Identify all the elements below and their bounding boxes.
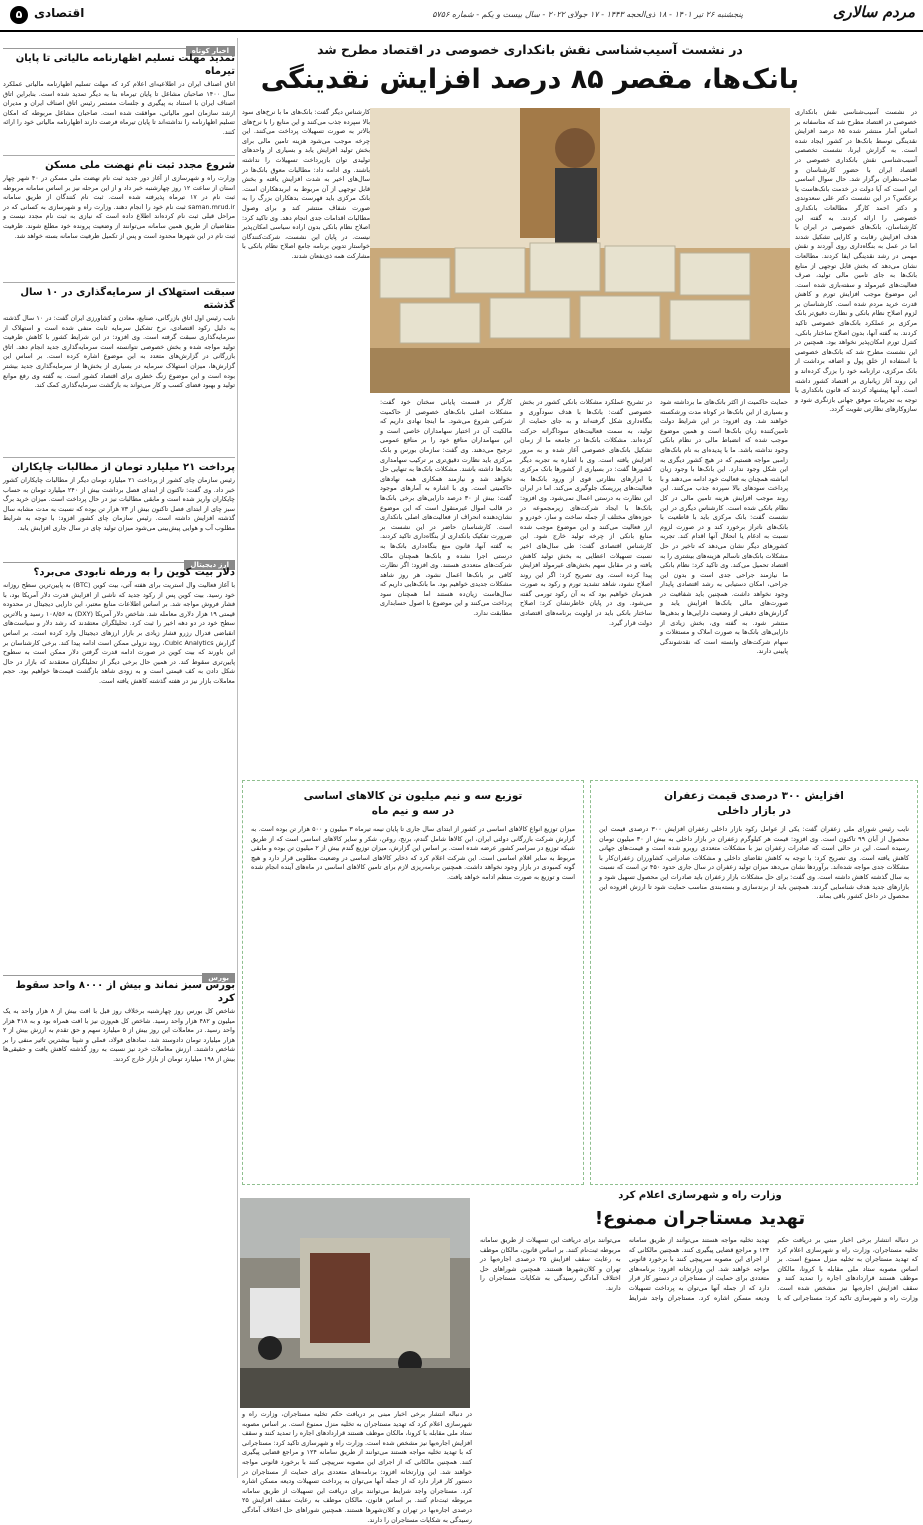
- tag-bourse: بورس: [202, 973, 235, 983]
- tag-short-news: اخبار کوتاه: [186, 46, 235, 56]
- news-title: پرداخت ۲۱ میلیارد تومان از مطالبات چایکاران: [11, 462, 235, 473]
- news-title: سبقت استهلاک از سرمایه‌گذاری در ۱۰ سال گذشته: [20, 287, 235, 311]
- main-column-4: کارگر در قسمت پایانی سخنان خود گفت: مشکلات اصلی بانک‌های خصوصی از حاکمیت شرکتی شروع می‌شود. ما اینجا نهادی داریم که مالکیت آن در اختیار سهامداران خاصی است و این سهامداران منافع خود را بر منافع عمومی ترجیح می‌دهند. وی گفت: سازمان بورس و بانک مرکزی باید نظارت دقیق‌تری بر ترکیب سهامداری بانک‌ها داشته باشند. مشکلات بانک‌ها به تنهایی حل نخواهد شد و نیازمند همکاری همه نهادهای حاکمیتی است. وی با اشاره به آمارهای موجود گفت: بیش از ۳۰ درصد دارایی‌های برخی بانک‌ها در قالب اموال غیرمنقول است که این موضوع نشان‌دهنده انحراف از فعالیت‌های اصلی بانکداری است. کارشناسان حاضر در این نشست بر ضرورت تفکیک بانکداری از بنگاه‌داری تاکید کردند. به گفته آنها، قانون منع بنگاه‌داری بانک‌ها به درستی اجرا نشده و بانک‌ها همچنان مالک شرکت‌های متعددی هستند. وی افزود: اگر نظارت کافی بر بانک‌ها اعمال نشود، هر روز شاهد مشکلات جدیدی خواهیم بود. ما بانک‌هایی داریم که سال‌هاست زیان‌ده هستند اما همچنان سود پرداخت می‌کنند و این موضوع با اصول حسابداری مطابقت ندارد.: [380, 398, 512, 618]
- main-column-1: در نشست آسیب‌شناسی نقش بانکداری خصوصی در اقتصاد مطرح شد که متاسفانه بر اساس آمار منتشر شده ۸۵ درصد افزایش نقدینگی توسط بانک‌ها در کشور ایجاد شده است. به گزارش ایرنا، نشست تخصصی آسیب‌شناسی نقش بانکداری خصوصی در اقتصاد ایران با حضور کارشناسان و صاحب‌نظران برگزار شد. حال سوال اساسی این است که آیا دولت در خدمت بانک‌هاست یا برعکس؟ در این نشست دکتر علی سعدوندی و دکتر احمد کارگر مطالعات بانکداری خصوصی را ارائه کردند. به گفته این کارشناسان، بانک‌های خصوصی در ایران با هدف افزایش رقابت و کارایی تشکیل شدند اما در عمل به بنگاه‌داری روی آوردند و نقش مهمی در رشد نقدینگی ایفا کردند. مطالعات نشان می‌دهد که بخش قابل توجهی از منابع بانک‌ها به جای تامین مالی تولید، صرف فعالیت‌های غیرمولد و سفته‌بازی شده است. این موضوع موجب افزایش تورم و کاهش قدرت خرید مردم شده است. کارشناسان بر لزوم اصلاح نظام بانکی و نظارت دقیق‌تر بانک مرکزی بر عملکرد بانک‌های خصوصی تاکید کردند. به گفته آنها، بدون اصلاح ساختار بانکی، کنترل تورم امکان‌پذیر نخواهد بود. همچنین در این نشست مطرح شد که بانک‌های خصوصی با استفاده از خلق پول و اضافه برداشت از بانک مرکزی، ترازنامه خود را بزرگ کرده‌اند و این روند آثار زیانباری بر اقتصاد کشور داشته است. آنها پیشنهاد کردند که قانون بانکداری با توجه به تجربیات موفق جهانی بازنگری شود و سازوکارهای نظارتی تقویت گردد.: [795, 108, 917, 414]
- moving-truck-photo: [240, 1198, 470, 1408]
- news-title: شروع مجدد ثبت نام نهضت ملی مسکن: [45, 160, 235, 171]
- news-body: نایب رئیس اول اتاق بازرگانی، صنایع، معادن و کشاورزی ایران گفت: در ۱۰ سال گذشته به دلیل رکود اقتصادی، نرخ تشکیل سرمایه ثابت منفی شده است و استهلاک از سرمایه‌گذاری سبقت گرفته است. وی افزود: در این شرایط کشور با کاهش ظرفیت تولید مواجه شده و بخش خصوصی نتوانسته است سرمایه‌گذاری جدید انجام دهد. اتاق بازرگانی در گزارش‌های متعدد به این موضوع اشاره کرده است. بر اساس این گزارش‌ها، میزان استهلاک سرمایه در بسیاری از بخش‌ها از سرمایه‌گذاری جدید بیشتر بوده است و این موضوع زنگ خطری برای اقتصاد کشور است. به گفته وی رفع موانع تولید و بهبود فضای کسب و کار می‌تواند به بازگشت سرمایه‌گذاری کمک کند.: [3, 314, 235, 390]
- masthead: [0, 0, 923, 36]
- tenant-body: در دنباله انتشار برخی اخبار مبنی بر دریافت حکم تخلیه مستاجران، وزارت راه و شهرسازی اعلام کرد که تهدید مستاجران به تخلیه منزل ممنوع است. بر اساس مصوبه ستاد ملی مقابله با کرونا، مالکان موظف هستند قراردادهای اجاره را تمدید کنند و سقف افزایش اجاره‌بها نیز مشخص شده است. وزارت راه و شهرسازی تاکید کرد: مستاجرانی که با تهدید تخلیه مواجه هستند می‌توانند از طریق سامانه ۱۲۴ و مراجع قضایی پیگیری کنند. همچنین مالکانی که از اجرای این مصوبه سرپیچی کنند با برخورد قانونی مواجه خواهند شد. این وزارتخانه افزود: برنامه‌های متعددی برای حمایت از مستاجران در دستور کار قرار دارد که از جمله آنها می‌توان به پرداخت تسهیلات ودیعه مسکن اشاره کرد. مستاجران واجد شرایط می‌توانند برای دریافت این تسهیلات از طریق سامانه مربوطه ثبت‌نام کنند. بر اساس قانون، مالکان موظف به رعایت سقف افزایش ۲۵ درصدی اجاره‌بها در تهران و کلان‌شهرها هستند. همچنین شوراهای حل اختلاف آمادگی رسیدگی به شکایات مستاجران را دارند.: [480, 1236, 918, 1302]
- saffron-body: نایب رئیس شورای ملی زعفران گفت: یکی از عوامل رکود بازار داخلی زعفران افزایش ۳۰۰ درصدی قیمت این محصول از آبان ۹۹ تاکنون است. وی افزود: قیمت هر کیلوگرم زعفران در بازار داخلی به بیش از ۳۰ میلیون تومان رسیده است. این در حالی است که صادرات زعفران نیز با مشکلات متعددی روبرو شده است و قیمت‌های جهانی کاهش یافته است. وی تصریح کرد: با توجه به کاهش تقاضای داخلی و مشکلات صادراتی، کشاورزان زعفران‌کار با مشکلات جدی مواجه شده‌اند. برآوردها نشان می‌دهد میزان تولید زعفران در سال جاری حدود ۴۵۰ تن است که نسبت به سال گذشته کاهش داشته است. وی گفت: برای حل مشکلات بازار زعفران باید صادرات این محصول تسهیل شود و بازارهای جدید هدف شناسایی گردند. همچنین باید از برندسازی و بسته‌بندی مناسب حمایت شود تا ارزش افزوده این محصول در داخل کشور باقی بماند.: [599, 825, 910, 901]
- page-number: ۵: [10, 6, 28, 24]
- tenant-kicker: وزارت راه و شهرسازی اعلام کرد: [618, 1190, 782, 1201]
- goods-subtitle: در سه و نیم ماه: [371, 805, 455, 817]
- divider: [3, 457, 235, 458]
- divider: [3, 282, 235, 283]
- bourse-body: شاخص کل بورس روز چهارشنبه برخلاف روز قبل با افت بیش از ۸ هزار واحد به یک میلیون و ۴۸۲ هزار واحد رسید. شاخص کل هم‌وزن نیز با افت همراه بود و به ۴۱۸ هزار واحد رسید. در معاملات این روز بیش از ۵ میلیارد سهم و حق تقدم به ارزش بیش از ۲ هزار میلیارد تومان دادوستد شد. نمادهای فولاد، فملی و شپنا بیشترین تاثیر منفی را بر شاخص داشتند. ارزش معاملات خرد نیز نسبت به روز گذشته کاهش یافت و حقیقی‌ها بیش از ۱۹۸ میلیارد تومان از بازار خارج کردند.: [3, 1007, 235, 1063]
- main-column-5: کارشناس دیگر گفت: بانک‌های ما با نرخ‌های سود بالا سپرده جذب می‌کنند و این منابع را با نرخ‌های بالاتر به صورت تسهیلات پرداخت می‌کنند. این چرخه موجب می‌شود هزینه تامین مالی برای بخش تولید افزایش یابد و بسیاری از واحدهای تولیدی توان بازپرداخت تسهیلات را نداشته باشند. وی ادامه داد: مطالبات معوق بانک‌ها در سال‌های اخیر به شدت افزایش یافته و بخش قابل توجهی از آن مربوط به ابربدهکاران است. بانک مرکزی باید فهرست بدهکاران بزرگ را به صورت شفاف منتشر کند و برای وصول مطالبات اقدامات جدی انجام دهد. وی تاکید کرد: اصلاح نظام بانکی بدون اراده سیاسی امکان‌پذیر نیست. در پایان این نشست، شرکت‌کنندگان خواستار تدوین برنامه جامع اصلاح نظام بانکی با مشارکت همه ذی‌نفعان شدند.: [242, 108, 370, 260]
- goods-title: توزیع سه و نیم میلیون تن کالاهای اساسی: [303, 790, 523, 802]
- saffron-title: افزایش ۳۰۰ درصدی قیمت زعفران: [664, 790, 844, 802]
- main-kicker: در نشست آسیب‌شناسی نقش بانکداری خصوصی در اقتصاد مطرح شد: [317, 42, 743, 57]
- crypto-title: دلار بیت کوین را به ورطه نابودی می‌برد؟: [33, 567, 235, 578]
- column-divider: [237, 38, 238, 1478]
- news-body: اتاق اصناف ایران در اطلاعیه‌ای اعلام کرد که مهلت تسلیم اظهارنامه مالیاتی عملکرد سال ۱۴۰۰ صاحبان مشاغل تا پایان تیرماه بنا به دیگر تمدید شده است. بنابراین اتاق اصناف ایران با استناد به پیگیری و جلسات مستمر رئیس اتاق اصناف ایران و مدیران ارشد سازمان امور مالیاتی، موافقت شده است. صاحبان مشاغل مربوطه که امکان تسلیم اظهارنامه را نداشته‌اند تا پایان تیرماه فرصت دارند اظهارنامه مالیاتی خود را ارائه کنند.: [3, 80, 235, 136]
- bourse-title: بورس سبز نماند و بیش از ۸۰۰۰ واحد سقوط کرد: [15, 980, 235, 1004]
- banknotes-photo: [370, 108, 790, 393]
- news-title: تمدید مهلت تسلیم اظهارنامه مالیاتی تا پایان تیرماه: [15, 53, 235, 77]
- saffron-subtitle: در بازار داخلی: [717, 805, 791, 817]
- main-headline: بانک‌ها، مقصر ۸۵ درصد افزایش نقدینگی: [260, 64, 800, 95]
- crypto-body: با آغاز فعالیت وال استریت برای هفته آتی، بیت کوین (BTC) به پایین‌ترین سطح روزانه خود رسید. بیت کوین پس از رکود جدید که ناشی از افزایش قدرت دلار آمریکا بود، با فشار فروش مواجه شد. بر اساس اطلاعات منابع معتبر، این دارایی دیجیتال در محدوده قیمتی ۱۹ هزار دلاری معامله شد. شاخص دلار آمریکا (DXY) به ۱۰۸/۵۶ رسید و بالاترین سطح خود در دو دهه اخیر را ثبت کرد. تحلیلگران معتقدند که رشد دلار و سیاست‌های انقباضی فدرال رزرو فشار زیادی بر بازار ارزهای دیجیتال وارد کرده است. بر اساس گزارش Cubic Analytics، روند نزولی ممکن است ادامه پیدا کند. برخی کارشناسان بر این باورند که بیت کوین در صورت ادامه قدرت گرفتن دلار ممکن است به سطوح پایین‌تری سقوط کند. در همین حال برخی دیگر از تحلیلگران معتقدند که بازار در حال شکل دادن به کف قیمتی است و به زودی شاهد بازگشت قیمت‌ها خواهیم بود. حجم معاملات بازار نیز در هفته گذشته کاهش یافته است.: [3, 581, 236, 685]
- tag-crypto: ارز دیجیتال: [184, 560, 235, 570]
- section-title: اقتصادی: [34, 6, 85, 20]
- sidebar: [3, 38, 235, 1478]
- issue-meta: پنجشنبه ۲۶ تیر ۱۴۰۱ - ۱۸ ذی‌الحجه ۱۴۴۳ - ۱۷ جولای ۲۰۲۲ - سال بیست و یکم - شماره ۵۷۵۶: [432, 10, 743, 19]
- divider: [3, 155, 235, 156]
- tenant-continuation: در دنباله انتشار برخی اخبار مبنی بر دریافت حکم تخلیه مستاجران، وزارت راه و شهرسازی اعلام کرد که تهدید مستاجران به تخلیه منزل ممنوع است. بر اساس مصوبه ستاد ملی مقابله با کرونا، مالکان موظف هستند قراردادهای اجاره را تمدید کنند و سقف افزایش اجاره‌بها نیز مشخص شده است. وزارت راه و شهرسازی تاکید کرد: مستاجرانی که با تهدید تخلیه مواجه هستند می‌توانند از طریق سامانه ۱۲۴ و مراجع قضایی پیگیری کنند. همچنین مالکانی که از اجرای این مصوبه سرپیچی کنند با برخورد قانونی مواجه خواهند شد. این وزارتخانه افزود: برنامه‌های متعددی برای حمایت از مستاجران در دستور کار قرار دارد که از جمله آنها می‌توان به پرداخت تسهیلات ودیعه مسکن اشاره کرد. مستاجران واجد شرایط می‌توانند برای دریافت این تسهیلات از طریق سامانه مربوطه ثبت‌نام کنند. بر اساس قانون، مالکان موظف به رعایت سقف افزایش ۲۵ درصدی اجاره‌بها در تهران و کلان‌شهرها هستند. همچنین شوراهای حل اختلاف آمادگی رسیدگی به شکایات مستاجران را دارند.: [242, 1410, 472, 1524]
- tenant-headline: تهدید مستاجران ممنوع!: [594, 1208, 806, 1229]
- header-rule: [0, 30, 923, 32]
- goods-box: [242, 780, 584, 1185]
- newspaper-logo: مردم سالاری: [832, 3, 915, 21]
- main-column-2: حمایت حاکمیت از اکثر بانک‌های ما برداشته شود و بسیاری از این بانک‌ها در کوتاه مدت ورشکسته خواهند شد. وی افزود: در این شرایط دولت تامین‌کننده زیان بانک‌ها است و همین موضوع موجب شده که انضباط مالی در نظام بانکی وجود نداشته باشد. ما با پدیده‌ای به نام بانک‌های زامبی مواجه هستیم که در هیچ کشور دیگری به این شکل وجود ندارد. این بانک‌ها با وجود زیان انباشته همچنان به فعالیت خود ادامه می‌دهند و با پرداخت سودهای بالا سپرده جذب می‌کنند. این روند موجب افزایش هزینه تامین مالی در کل نظام بانکی شده است. کارشناس دیگری در این نشست گفت: بانک مرکزی باید با قاطعیت با بانک‌های ناتراز برخورد کند و در صورت لزوم نسبت به ادغام یا انحلال آنها اقدام کند. تجربه کشورهای دیگر نشان می‌دهد که تاخیر در حل مشکلات بانک‌های ناسالم هزینه‌های بیشتری را به اقتصاد تحمیل می‌کند. وی تاکید کرد: نظام بانکی ما نیازمند جراحی جدی است و بدون این جراحی، امکان دستیابی به رشد اقتصادی پایدار وجود نخواهد داشت. همچنین باید شفافیت در صورت‌های مالی بانک‌ها افزایش یابد و گزارش‌های دقیقی از وضعیت دارایی‌ها و بدهی‌ها منتشر شود. به گفته وی، بخش زیادی از دارایی‌های بانک‌ها به صورت املاک و مستغلات و سهام شرکت‌های وابسته است که نقدشوندگی پایینی دارند.: [660, 398, 788, 656]
- news-body: رئیس سازمان چای کشور از پرداخت ۲۱ میلیارد تومان دیگر از مطالبات چایکاران کشور خبر داد. وی گفت: تاکنون از ابتدای فصل برداشت بیش از ۲۴۰ میلیارد تومان به حساب چایکاران واریز شده است و مابقی مطالبات نیز در حال پرداخت است. میزان خرید برگ سبز چای از ابتدای فصل تاکنون بیش از ۷۳ هزار تن بوده که نسبت به مدت مشابه سال گذشته افزایش داشته است. رئیس سازمان چای کشور افزود: با توجه به شرایط مطلوب آب و هوایی پیش‌بینی می‌شود میزان تولید چای در سال جاری افزایش یابد.: [3, 476, 235, 532]
- main-column-3: در تشریح عملکرد مشکلات بانکی کشور در بخش خصوصی گفت: بانک‌ها با هدف سودآوری و بنگاه‌داری شکل گرفته‌اند و به جای حمایت از تولید، به سمت فعالیت‌های سوداگرانه حرکت کرده‌اند. مشکلات بانک‌ها در جامعه ما از زمان تشکیل بانک‌های خصوصی آغاز شده و به مرور افزایش یافته است. وی با اشاره به تجربه دیگر کشورها گفت: در بسیاری از کشورها بانک مرکزی با ابزارهای نظارتی قوی از ورود بانک‌ها به فعالیت‌های پرریسک جلوگیری می‌کند. اما در ایران این نظارت به درستی اعمال نمی‌شود. وی افزود: بانک‌ها با ایجاد شرکت‌های زیرمجموعه در حوزه‌های مختلف از جمله ساخت و ساز، خودرو و ارز فعالیت می‌کنند و این موضوع موجب شده منابع بانکی از چرخه تولید خارج شود. این کارشناس اقتصادی گفت: طی سال‌های اخیر نسبت تسهیلات اعطایی به بخش تولید کاهش یافته و در مقابل سهم بخش‌های غیرمولد افزایش پیدا کرده است. وی تصریح کرد: اگر این روند اصلاح نشود، شاهد تشدید تورم و رکود به صورت همزمان خواهیم بود که به آن رکود تورمی گفته می‌شود. وی در پایان خاطرنشان کرد: اصلاح ساختار بانکی باید در اولویت برنامه‌های اقتصادی دولت قرار گیرد.: [520, 398, 652, 627]
- saffron-box: [590, 780, 918, 1185]
- news-body: وزارت راه و شهرسازی از آغاز دور جدید ثبت نام نهضت ملی مسکن در ۴۰ شهر چهار استان از ساعت ۱۲ روز چهارشنبه خبر داد و از این مرحله نیز بر اساس سامانه مربوطه ثبت نام در ۱۷ تیرماه پذیرفته شده است. ثبت نام کنندگان از طریق سامانه saman.mrud.ir ثبت نام خود را انجام دهند. وزارت راه و شهرسازی به کسانی که در مراحل قبلی ثبت نام کرده‌اند اطلاع داده است که نیازی به ثبت نام مجدد نیست و متقاضیان از طریق همین سامانه می‌توانند از وضعیت پرونده خود مطلع شوند. ظرفیت ثبت نام در این شهرها محدود است و پس از تکمیل ظرفیت سامانه بسته خواهد شد.: [3, 174, 235, 240]
- goods-body: میزان توزیع انواع کالاهای اساسی در کشور از ابتدای سال جاری تا پایان نیمه تیرماه ۳ میلیون و ۵۰۰ هزار تن بوده است. به گزارش شرکت بازرگانی دولتی ایران، این کالاها شامل گندم، برنج، روغن، شکر و سایر کالاهای اساسی است که از طریق شبکه توزیع در سراسر کشور عرضه شده است. بر اساس این گزارش، میزان توزیع گندم بیش از ۲ میلیون تن بوده و مابقی مربوط به سایر اقلام اساسی است. این شرکت اعلام کرد که ذخایر کالاهای اساسی در وضعیت مطلوبی قرار دارد و هیچ گونه کمبودی در بازار وجود نخواهد داشت. همچنین برنامه‌ریزی لازم برای تامین کالاهای اساسی در ماه‌های آینده انجام شده است و توزیع به صورت منظم ادامه خواهد یافت.: [251, 825, 575, 881]
